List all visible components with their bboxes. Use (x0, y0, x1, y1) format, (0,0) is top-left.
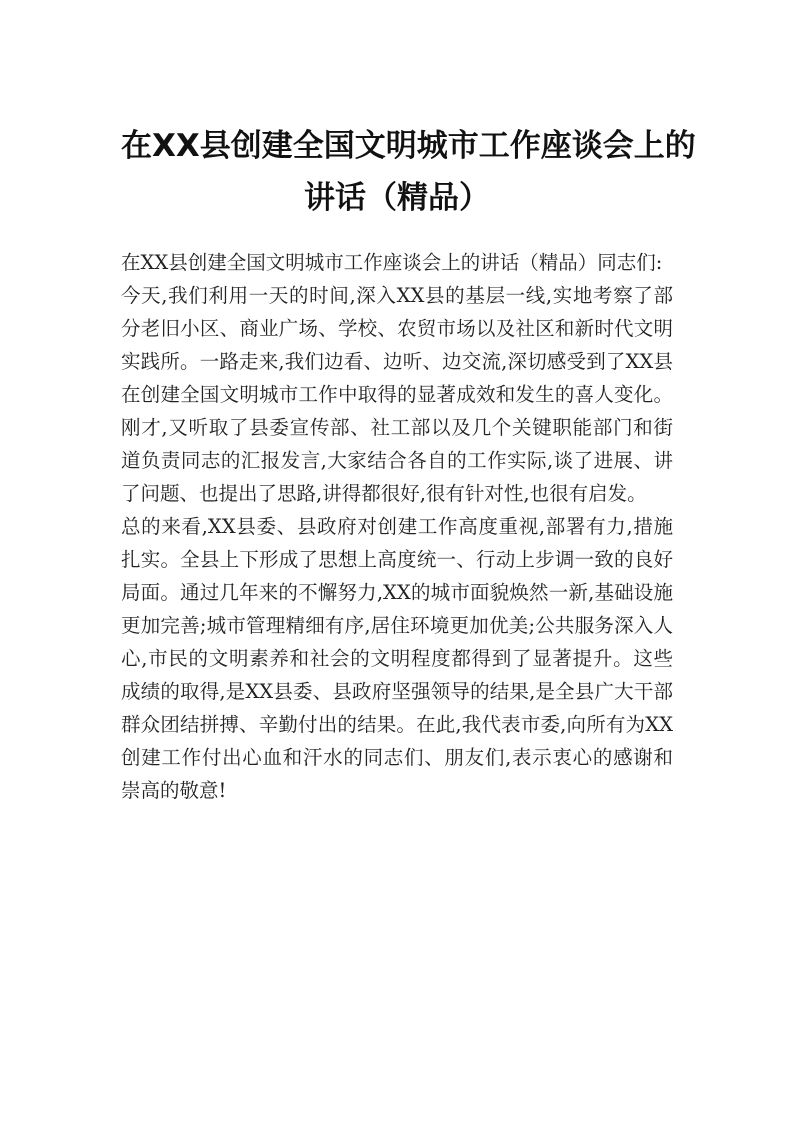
title-line-1: 在XX县创建全国文明城市工作座谈会上的 (121, 128, 696, 164)
paragraph-salutation: 在XX县创建全国文明城市工作座谈会上的讲话（精品）同志们: (121, 251, 663, 274)
title-line-2: 讲话（精品） (304, 180, 490, 216)
paragraph-inspection: 今天,我们利用一天的时间,深入XX县的基层一线,实地考察了部分老旧小区、商业广场、学校、农贸市场以及社区和新时代文明实践所。一路走来,我们边看、边听、边交流,深切感受到了XX县在创建全国文明城市工作中取得的显著成效和发生的喜人变化。刚才,又听取了县委宣传部、社工部以及几个关键职能部门和街道负责同志的汇报发言,大家结合各自的工作实际,谈了进展、讲了问题、也提出了思路,讲得都很好,很有针对性,也很有启发。 (121, 284, 673, 505)
document-body (121, 246, 673, 807)
paragraph-summary: 总的来看,XX县委、县政府对创建工作高度重视,部署有力,措施扎实。全县上下形成了思想上高度统一、行动上步调一致的良好局面。通过几年来的不懈努力,XX的城市面貌焕然一新,基础设施更加完善;城市管理精细有序,居住环境更加优美;公共服务深入人心,市民的文明素养和社会的文明程度都得到了显著提升。这些成绩的取得,是XX县委、县政府坚强领导的结果,是全县广大干部群众团结拼搏、辛勤付出的结果。在此,我代表市委,向所有为XX创建工作付出心血和汗水的同志们、朋友们,表示衷心的感谢和崇高的敬意! (121, 515, 673, 802)
document-title (121, 0, 696, 224)
